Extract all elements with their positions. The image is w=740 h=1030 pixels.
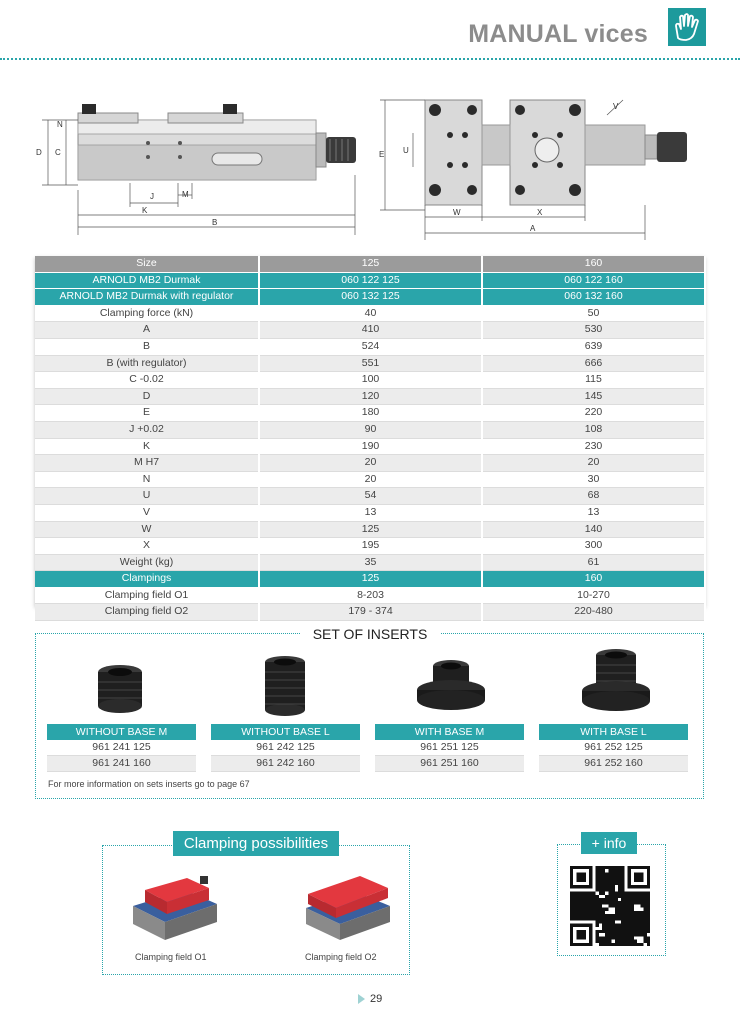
table-cell: 524 — [259, 338, 482, 355]
spec-table — [35, 256, 706, 621]
insert-code: 961 242 125 — [211, 740, 360, 756]
table-cell: 10-270 — [482, 587, 705, 604]
table-cell: K — [35, 438, 259, 455]
insert-with-base-l-image — [578, 645, 654, 713]
clamping-field-o1-image — [125, 868, 225, 946]
table-row — [35, 421, 705, 438]
table-cell: 115 — [482, 372, 705, 389]
insert-code: 961 252 125 — [539, 740, 688, 756]
table-cell: 54 — [259, 488, 482, 505]
table-cell: W — [35, 521, 259, 538]
table-cell: 125 — [259, 521, 482, 538]
table-row — [35, 587, 705, 604]
info-title: + info — [581, 832, 637, 854]
table-cell: Size — [35, 256, 259, 272]
insert-code: 961 241 125 — [47, 740, 196, 756]
table-cell: V — [35, 504, 259, 521]
table-cell: 68 — [482, 488, 705, 505]
vice-top-drawing — [375, 95, 710, 245]
inserts-title: SET OF INSERTS — [300, 624, 440, 644]
table-cell: 060 122 125 — [259, 272, 482, 289]
table-cell: 61 — [482, 554, 705, 571]
clamping-field-o2-image — [298, 868, 398, 946]
table-cell: Clamping force (kN) — [35, 305, 259, 322]
insert-card — [539, 724, 688, 772]
table-cell: 8-203 — [259, 587, 482, 604]
table-clampings-header — [35, 571, 705, 588]
table-row — [35, 338, 705, 355]
table-cell: 551 — [259, 355, 482, 372]
insert-with-base-m-image — [413, 656, 489, 712]
table-cell: 20 — [259, 471, 482, 488]
table-header-row — [35, 256, 705, 272]
table-cell: 30 — [482, 471, 705, 488]
table-cell: 060 132 160 — [482, 289, 705, 306]
table-cell: Weight (kg) — [35, 554, 259, 571]
insert-card-label: WITHOUT BASE L — [211, 724, 360, 740]
table-row — [35, 405, 705, 422]
svg-text:V: V — [613, 102, 619, 111]
table-cell: B — [35, 338, 259, 355]
table-cell: 060 132 125 — [259, 289, 482, 306]
table-row — [35, 438, 705, 455]
table-cell: 300 — [482, 538, 705, 555]
table-cell: ARNOLD MB2 Durmak with regulator — [35, 289, 259, 306]
insert-card — [47, 724, 196, 772]
insert-without-base-l-image — [255, 652, 315, 720]
table-cell: 100 — [259, 372, 482, 389]
table-row — [35, 554, 705, 571]
table-cell: 180 — [259, 405, 482, 422]
table-row — [35, 372, 705, 389]
vice-side-drawing — [30, 95, 365, 245]
table-cell: 125 — [259, 256, 482, 272]
svg-text:W: W — [453, 208, 461, 217]
table-cell: N — [35, 471, 259, 488]
table-cell: 20 — [482, 455, 705, 472]
table-cell: A — [35, 322, 259, 339]
table-row — [35, 455, 705, 472]
page-number: 29 — [370, 993, 383, 1005]
table-cell: 120 — [259, 388, 482, 405]
table-cell: C -0.02 — [35, 372, 259, 389]
table-cell: 666 — [482, 355, 705, 372]
inserts-note: For more information on sets inserts go to page 67 — [48, 779, 250, 789]
page-arrow-icon — [358, 994, 365, 1004]
table-cell: 230 — [482, 438, 705, 455]
hand-icon — [668, 8, 706, 46]
insert-card — [375, 724, 524, 772]
svg-text:J: J — [150, 192, 154, 201]
table-cell: 179 - 374 — [259, 604, 482, 621]
table-row-model — [35, 272, 705, 289]
table-cell: B (with regulator) — [35, 355, 259, 372]
svg-text:D: D — [36, 148, 42, 157]
insert-code: 961 252 160 — [539, 756, 688, 772]
table-cell: 220 — [482, 405, 705, 422]
svg-text:A: A — [530, 224, 536, 233]
table-cell: D — [35, 388, 259, 405]
table-cell: 108 — [482, 421, 705, 438]
table-cell: 140 — [482, 521, 705, 538]
table-row — [35, 322, 705, 339]
clamping-caption-o2: Clamping field O2 — [305, 952, 377, 962]
table-cell: 410 — [259, 322, 482, 339]
table-cell: 160 — [482, 256, 705, 272]
svg-text:B: B — [212, 218, 218, 227]
insert-card-label: WITH BASE M — [375, 724, 524, 740]
table-cell: 145 — [482, 388, 705, 405]
table-row — [35, 488, 705, 505]
insert-code: 961 241 160 — [47, 756, 196, 772]
table-cell: U — [35, 488, 259, 505]
table-cell: 35 — [259, 554, 482, 571]
svg-text:K: K — [142, 206, 148, 215]
table-cell: 220-480 — [482, 604, 705, 621]
svg-text:E: E — [379, 150, 385, 159]
table-row — [35, 538, 705, 555]
svg-text:M: M — [182, 190, 189, 199]
insert-code: 961 251 160 — [375, 756, 524, 772]
svg-text:C: C — [55, 148, 61, 157]
table-row — [35, 355, 705, 372]
table-row — [35, 305, 705, 322]
table-cell: 20 — [259, 455, 482, 472]
table-cell: Clamping field O1 — [35, 587, 259, 604]
table-row — [35, 471, 705, 488]
insert-card-label: WITH BASE L — [539, 724, 688, 740]
table-cell: M H7 — [35, 455, 259, 472]
table-cell: ARNOLD MB2 Durmak — [35, 272, 259, 289]
table-cell: Clampings — [35, 571, 259, 588]
table-row — [35, 388, 705, 405]
insert-code: 961 251 125 — [375, 740, 524, 756]
svg-text:X: X — [537, 208, 543, 217]
svg-text:U: U — [403, 146, 409, 155]
insert-card — [211, 724, 360, 772]
table-cell: X — [35, 538, 259, 555]
table-cell: Clamping field O2 — [35, 604, 259, 621]
insert-card-label: WITHOUT BASE M — [47, 724, 196, 740]
table-cell: 13 — [259, 504, 482, 521]
table-cell: 160 — [482, 571, 705, 588]
table-cell: 190 — [259, 438, 482, 455]
table-cell: 530 — [482, 322, 705, 339]
table-row — [35, 504, 705, 521]
table-cell: 13 — [482, 504, 705, 521]
table-cell: E — [35, 405, 259, 422]
insert-code: 961 242 160 — [211, 756, 360, 772]
clamping-title: Clamping possibilities — [173, 831, 339, 856]
table-cell: 50 — [482, 305, 705, 322]
table-row — [35, 521, 705, 538]
table-cell: 40 — [259, 305, 482, 322]
table-row — [35, 604, 705, 621]
table-cell: 639 — [482, 338, 705, 355]
table-cell: J +0.02 — [35, 421, 259, 438]
table-row-model — [35, 289, 705, 306]
header-divider — [0, 58, 740, 60]
table-cell: 125 — [259, 571, 482, 588]
table-cell: 90 — [259, 421, 482, 438]
clamping-caption-o1: Clamping field O1 — [135, 952, 207, 962]
table-cell: 060 122 160 — [482, 272, 705, 289]
qr-code-icon[interactable] — [570, 866, 650, 946]
page-title: MANUAL vices — [468, 20, 648, 48]
svg-text:N: N — [57, 120, 63, 129]
table-cell: 195 — [259, 538, 482, 555]
insert-without-base-m-image — [90, 660, 150, 718]
